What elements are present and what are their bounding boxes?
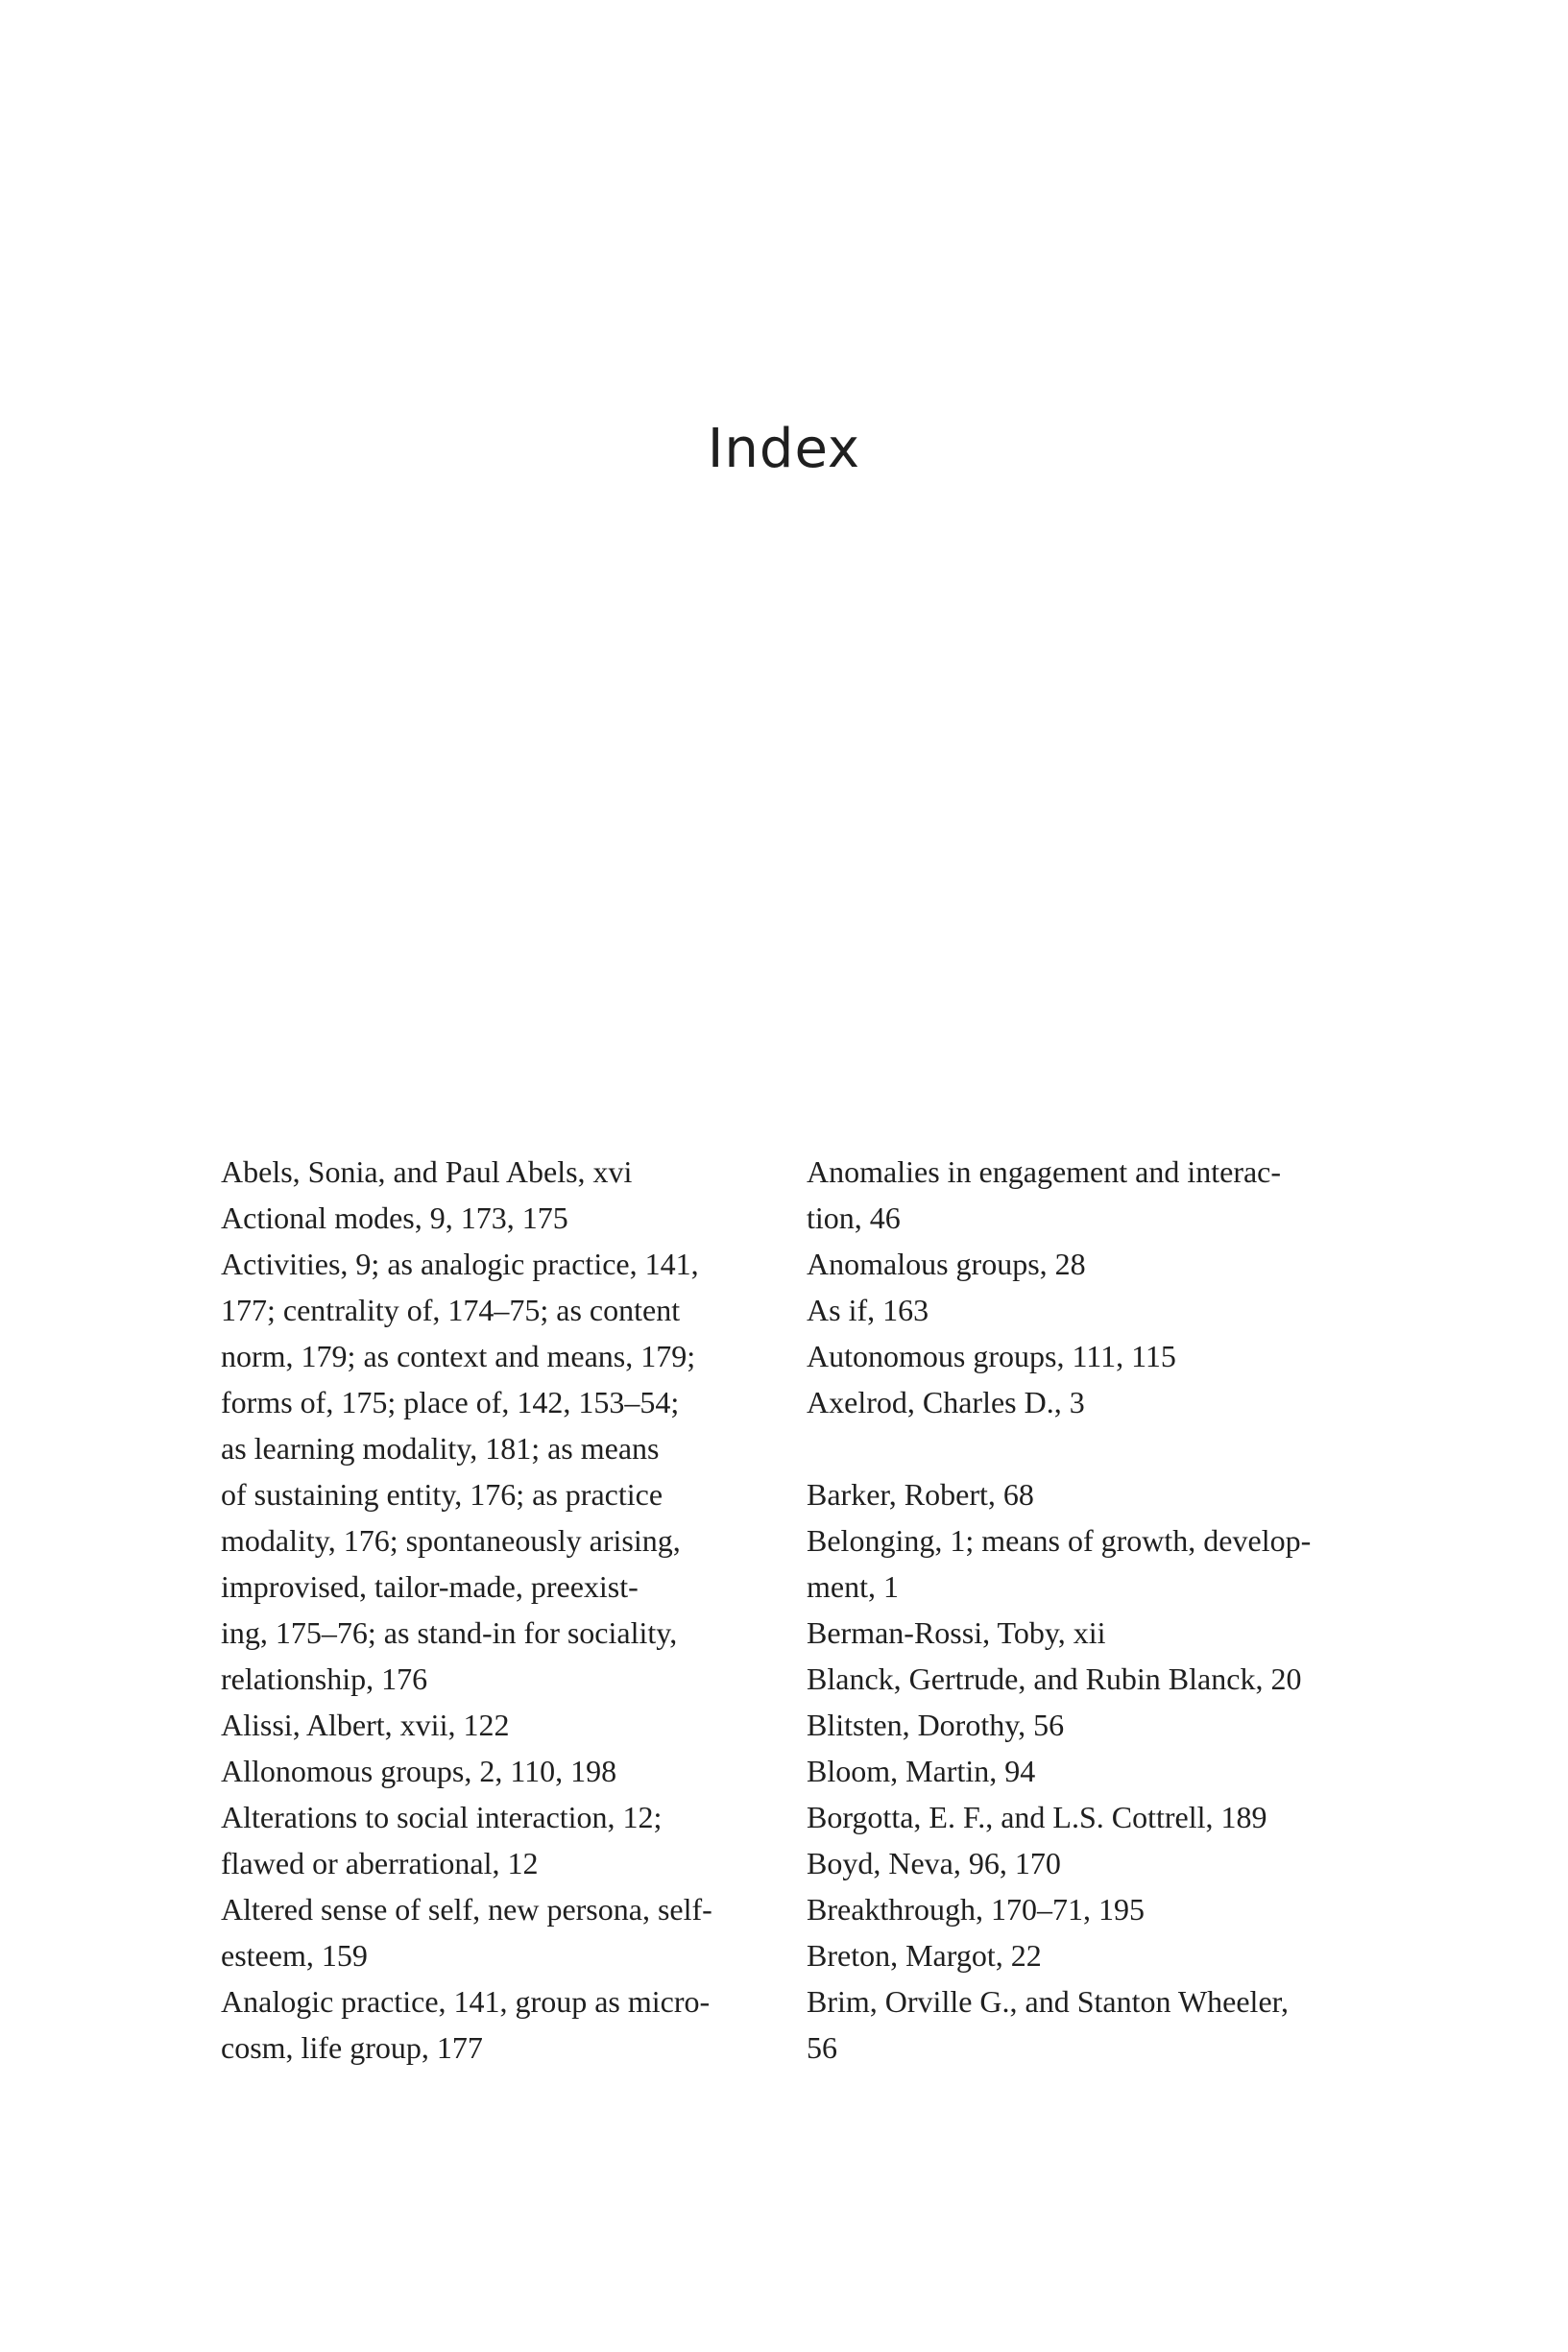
letter-group-gap xyxy=(807,1425,1354,1471)
index-entry-line: As if, 163 xyxy=(807,1293,929,1327)
index-entry-line: modality, 176; spontaneously arising, xyxy=(221,1523,681,1558)
index-column-right xyxy=(807,1149,1354,2071)
index-entry-line: Barker, Robert, 68 xyxy=(807,1477,1034,1512)
index-entry-line: Borgotta, E. F., and L.S. Cottrell, 189 xyxy=(807,1800,1267,1834)
index-entry-line: Bloom, Martin, 94 xyxy=(807,1754,1036,1788)
index-entry-line: Alterations to social interaction, 12; xyxy=(221,1800,663,1834)
index-entry xyxy=(807,1932,1354,1978)
index-entry-line: esteem, 159 xyxy=(221,1938,368,1973)
index-entry xyxy=(807,1149,1354,1241)
index-entry xyxy=(807,1886,1354,1932)
index-entry xyxy=(807,1241,1354,1287)
index-entry-line: of sustaining entity, 176; as practice xyxy=(221,1477,663,1512)
index-entry-line: Boyd, Neva, 96, 170 xyxy=(807,1846,1061,1880)
index-entry xyxy=(221,1886,768,1978)
index-entry xyxy=(807,1840,1354,1886)
index-entry-line: Activities, 9; as analogic practice, 141, xyxy=(221,1247,699,1281)
index-entry-line: Actional modes, 9, 173, 175 xyxy=(221,1200,568,1235)
index-entry xyxy=(807,1656,1354,1702)
index-entry-line: Belonging, 1; means of growth, develop- xyxy=(807,1523,1312,1558)
index-entry-line: Brim, Orville G., and Stanton Wheeler, xyxy=(807,1984,1290,2019)
index-entry-line: tion, 46 xyxy=(807,1200,901,1235)
index-entry-line: Blanck, Gertrude, and Rubin Blanck, 20 xyxy=(807,1661,1302,1696)
index-entry-line: relationship, 176 xyxy=(221,1661,428,1696)
index-entry-line: improvised, tailor-made, preexist- xyxy=(221,1569,639,1604)
index-entry xyxy=(807,1517,1354,1610)
index-entry-line: Anomalous groups, 28 xyxy=(807,1247,1086,1281)
index-entry-line: Berman-Rossi, Toby, xii xyxy=(807,1615,1106,1650)
index-entry-line: norm, 179; as context and means, 179; xyxy=(221,1339,696,1373)
index-entry xyxy=(807,1702,1354,1748)
index-entry-line: Blitsten, Dorothy, 56 xyxy=(807,1708,1065,1742)
index-entry-line: ing, 175–76; as stand-in for sociality, xyxy=(221,1615,678,1650)
index-entry-line: Anomalies in engagement and interac- xyxy=(807,1154,1282,1189)
index-entry xyxy=(807,1379,1354,1425)
index-entry xyxy=(221,1748,768,1794)
index-entry-line: Altered sense of self, new persona, self- xyxy=(221,1892,712,1927)
index-entry-line: Axelrod, Charles D., 3 xyxy=(807,1385,1085,1419)
index-entry-line: Allonomous groups, 2, 110, 198 xyxy=(221,1754,617,1788)
index-entry xyxy=(807,1978,1354,2071)
index-entry-line: as learning modality, 181; as means xyxy=(221,1431,660,1466)
index-entry xyxy=(221,1241,768,1702)
index-entry xyxy=(807,1333,1354,1379)
page-title: Index xyxy=(707,418,861,480)
index-entry-line: forms of, 175; place of, 142, 153–54; xyxy=(221,1385,680,1419)
index-entry xyxy=(807,1471,1354,1517)
index-entry-line: Breton, Margot, 22 xyxy=(807,1938,1042,1973)
index-entry xyxy=(807,1748,1354,1794)
index-entry-line: ment, 1 xyxy=(807,1569,899,1604)
index-entry-line: Breakthrough, 170–71, 195 xyxy=(807,1892,1145,1927)
index-column-left xyxy=(221,1149,768,2071)
index-entry xyxy=(807,1794,1354,1840)
index-entry xyxy=(807,1610,1354,1656)
index-entry xyxy=(221,1195,768,1241)
index-entry-line: Alissi, Albert, xvii, 122 xyxy=(221,1708,510,1742)
index-entry-line: cosm, life group, 177 xyxy=(221,2030,483,2065)
index-entry xyxy=(221,1149,768,1195)
index-entry-line: 56 xyxy=(807,2030,837,2065)
index-entry xyxy=(807,1287,1354,1333)
index-entry xyxy=(221,1794,768,1886)
index-entry-line: flawed or aberrational, 12 xyxy=(221,1846,539,1880)
index-entry-line: Autonomous groups, 111, 115 xyxy=(807,1339,1176,1373)
index-entry-line: Abels, Sonia, and Paul Abels, xvi xyxy=(221,1154,633,1189)
index-entry xyxy=(221,1702,768,1748)
index-entry xyxy=(221,1978,768,2071)
index-entry-line: Analogic practice, 141, group as micro- xyxy=(221,1984,711,2019)
index-entry-line: 177; centrality of, 174–75; as content xyxy=(221,1293,681,1327)
